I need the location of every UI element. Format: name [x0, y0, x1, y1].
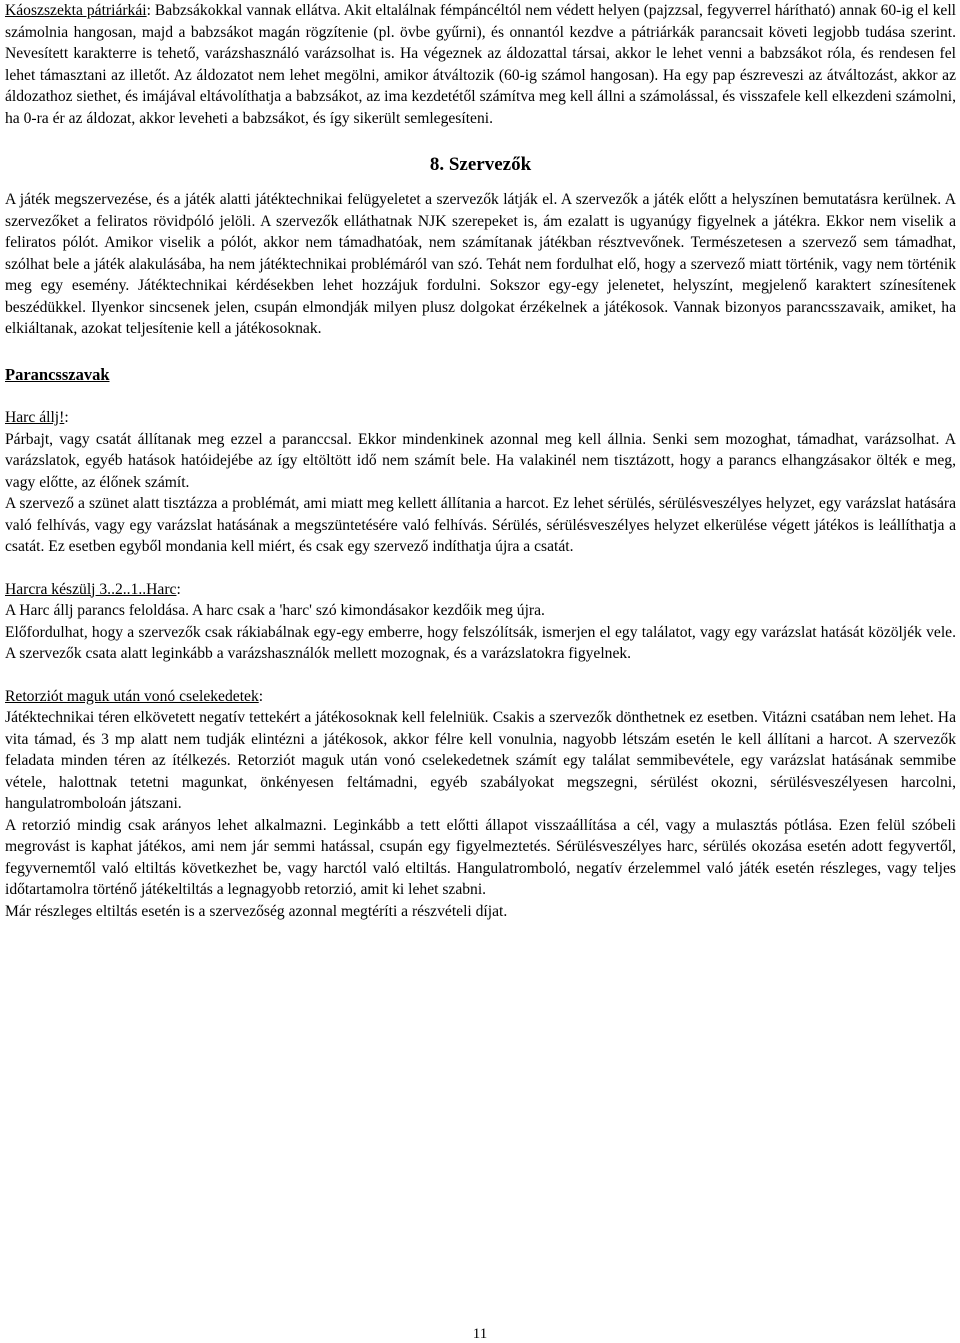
harc-label-line: Harc állj!: — [5, 409, 69, 426]
harcra-label-line: Harcra készülj 3..2..1..Harc: — [5, 580, 181, 598]
page-number: 11 — [472, 1326, 488, 1342]
harcra-paragraph-1: A Harc állj parancs feloldása. A harc csak a 'harc' szó kimondásakor kezdőik meg újra. — [5, 602, 545, 619]
harcra-label: Harcra készülj 3..2..1..Harc — [5, 580, 177, 598]
retorzio-label: Retorziót maguk után vonó cselekedetek — [5, 687, 259, 705]
harc-label: Harc állj! — [5, 409, 65, 426]
retorzio-label-line: Retorziót maguk után vonó cselekedetek: — [5, 687, 264, 705]
section-paragraph: A játék megszervezése, és a játék alatti játéktechnikai felügyeletet a szervezők látják el. A szervezők a játék előtt a helyszínen bemutatásra kerülnek. A szervezőket a feliratos rövidpóló jelöli. A szervezők elláthatnak NJK szerepeket is, ám ezalatt is ugyanúgy figyelnek a játékra. Ekkor nem viselik a feliratos pólót. Amikor viselik a pólót, akkor nem támadhatóak, nem számítanak játékban résztvevőnek. Természetesen a szervező sem támadhat, szólhat bele a játék alakulásába, ha nem játéktechnikai problémáról van szó. Tehát nem fordulhat elő, hogy a szervező miatt történik, vagy nem történik meg egy esemény. Játéktechnikai kérdésekben lehet hozzájuk fordulni. Sokszor egy-egy jelenetet, helyszínt, megjelenő karaktert színesítenek beszédükkel. Ilyenkor sincsenek jelen, csupán elmondják milyen plusz dolgokat érzékelnek a játékosok. Vannak bizonyos parancsszavaik, amiket, ha elkiáltanak, azokat teljesítenie kell a játékosoknak. — [5, 191, 956, 337]
retorzio-paragraph-3: Már részleges eltiltás esetén is a szervezőség azonnal megtéríti a részvételi díjat. — [5, 902, 508, 920]
intro-text: : Babzsákokkal vannak ellátva. Akit eltalálnak fémpáncéltól nem védett helyen (pajzzsal, fegyverrel hárítható) annak 60-ig el kell számolnia hangosan, majd a babzsákot magán rögzítenie (pl. övbe gyűrni), és onnantól kezdve a pátriárkák parancsait követi legjobb tudása szerint. Nevesített karakterre is tehető, varázshasználó varázsolhat is. Ha végeznek az áldozattal társai, akkor le lehet venni a babzsákot róla, és rendesen fel lehet támasztani az illetőt. Az áldozatot nem lehet megölni, amikor átváltozik (60-ig számol hangosan). Ha egy pap észreveszi az átváltozást, akkor az áldozathoz siethet, és imájával eltávolíthatja a babzsákot, az ima kezdetétől számítva meg kell állni a számolással, és visszafele kell elkezdeni számolni, ha 0-ra ér az áldozat, akkor leveheti a babzsákot, és így sikerült semlegesíteni. — [5, 2, 956, 127]
retorzio-paragraph-1: Játéktechnikai téren elkövetett negatív tettekért a játékosoknak kell felelniük. Csakis a szervezők dönthetnek ez esetben. Vitázni csatában nem lehet. Ha vita támad, és 3 mp alatt nem tudják elintézni a játékosok, akkor félre kell vonulnia, nagyobb létszám esetén le kell állítani a harcot. A szervezők feladata minden téren az ítélkezés. Retorziót maguk után vonó cselekedetnek számít egy találat semmibevétele, egy varázslat hatásának semmibe vétele, halottnak tetetni magunkat, önkényesen feltámadni, egyéb szabályokat megszegni, sérülést okozni, sérülésveszélyesen harcolni, hangulatromboloán játszani. — [5, 709, 956, 812]
harcra-paragraph-2: Előfordulhat, hogy a szervezők csak rákiabálnak egy-egy emberre, hogy felszólítsák, ismerjen el egy találatot, vagy egy varázslat hatását közöljék vele. A szervezők csata alatt leginkább a varázshasználók mellett mozognak, és a varázslatokra figyelnek. — [5, 623, 956, 662]
intro-label: Káoszszekta pátriárkái — [5, 2, 147, 19]
section-heading: 8. Szervezők — [429, 154, 532, 175]
document-page — [5, 0, 956, 922]
retorzio-paragraph-2: A retorzió mindig csak arányos lehet alkalmazni. Leginkább a tett előtti állapot visszaállítása a cél, vagy a mulasztás pótlása. Ezen felül szóbeli megrovást is kaphat játékos, ami nem jár semmi hatással, csupán egy figyelmeztetés. Sérülésveszélyes harc, sérülés okozása esetén adott fegyvertől, fegyvernemtől való eltiltás következhet be, vagy harctól való eltiltás. Hangulatromboló, negatív érzelemmel való játék esetén részleges, vagy teljes időtartamolra történő játékeltiltás a legnagyobb retorzió, amit ki lehet szabni. — [5, 816, 956, 898]
intro-paragraph — [5, 0, 956, 129]
harc-paragraph-2: A szervező a szünet alatt tisztázza a problémát, ami miatt meg kellett állítania a harcot. Ez lehet sérülés, sérülésveszélyes helyzet, egy varázslat hatására való felhívás, vagy egy varázslat hatásának a megszüntetésére való felhívás. Sérülés, sérülésveszélyes helyzet elkerülése végett játékos is leállíthatja a csatát. Ez esetben egyből mondania kell miért, és csak egy szervező indíthatja újra a csatát. — [5, 495, 956, 555]
harc-paragraph-1: Párbajt, vagy csatát állítanak meg ezzel a paranccsal. Ekkor mindenkinek azonnal meg kell állnia. Senki sem mozoghat, támadhat, varázsolhat. A varázslatok, egyéb hatások hatóidejébe az így eltöltött idő nem számít bele. Ha valakinél nem tisztázott, hogy a parancs elhangzásakor ölték e meg, vagy előtte, az élőnek számít. — [5, 430, 956, 491]
commands-title: Parancsszavak — [5, 364, 110, 384]
